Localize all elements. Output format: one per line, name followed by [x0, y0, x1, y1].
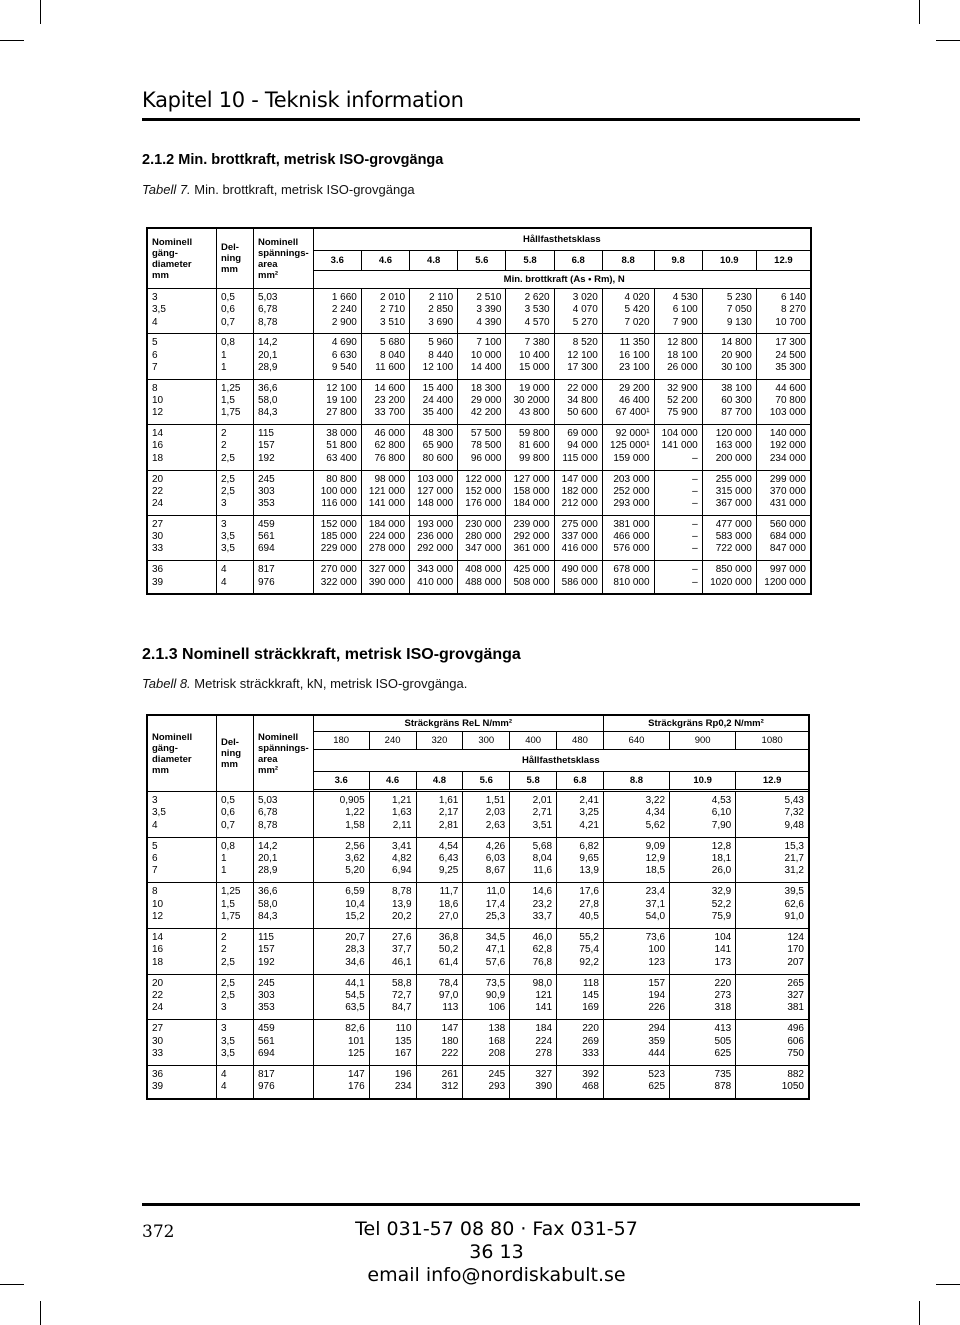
value-cell: 12 100 19 100 27 800	[313, 379, 361, 424]
value-cell: 140 000 192 000 234 000	[756, 425, 810, 470]
value-cell: 11,0 17,4 25,3	[463, 883, 510, 929]
value-cell: 38 100 60 300 87 700	[702, 379, 756, 424]
value-cell: 157 194 226	[603, 974, 669, 1020]
col-header-pitch: Del- ning mm	[217, 229, 254, 289]
diameter-cell: 36 39	[148, 1066, 217, 1099]
value-cell: 2 510 3 390 4 390	[458, 289, 506, 334]
value-cell: 327 390	[510, 1066, 557, 1099]
diameter-cell: 14 16 18	[148, 425, 217, 470]
value-cell: 5 960 8 440 12 100	[410, 334, 458, 379]
header-hallfasthetsklass: Hållfasthetsklass	[313, 750, 808, 772]
diameter-cell: 8 10 12	[148, 379, 217, 424]
value-cell: 124 170 207	[736, 929, 809, 975]
table-row	[148, 1020, 809, 1066]
value-cell: 184 224 278	[510, 1020, 557, 1066]
value-cell: 32 900 52 200 75 900	[654, 379, 702, 424]
area-cell: 14,2 20,1 28,9	[254, 837, 314, 883]
value-cell: 8,78 13,9 20,2	[369, 883, 416, 929]
value-cell: 196 234	[369, 1066, 416, 1099]
value-cell: 46 000 62 800 76 800	[361, 425, 409, 470]
class-header: 8.8	[602, 251, 654, 271]
value-cell: 19 000 30 2000 43 800	[506, 379, 554, 424]
value-cell: 20,7 28,3 34,6	[313, 929, 369, 975]
value-cell: 2,56 3,62 5,20	[313, 837, 369, 883]
value-cell: 2,41 3,25 4,21	[557, 792, 604, 838]
value-cell: 560 000 684 000 847 000	[756, 515, 810, 560]
value-cell: 12 800 18 100 26 000	[654, 334, 702, 379]
value-cell: 0,905 1,22 1,58	[313, 792, 369, 838]
area-cell: 36,6 58,0 84,3	[254, 883, 314, 929]
crop-mark	[919, 1301, 920, 1325]
value-cell: 245 293	[463, 1066, 510, 1099]
value-cell: 120 000 163 000 200 000	[702, 425, 756, 470]
value-cell: 34,5 47,1 57,6	[463, 929, 510, 975]
diameter-cell: 3 3,5 4	[148, 289, 217, 334]
value-cell: 55,2 75,4 92,2	[557, 929, 604, 975]
pitch-cell: 2,5 2,5 3	[217, 974, 254, 1020]
class-header: 10.9	[670, 772, 736, 790]
header-min-brottkraft: Min. brottkraft (As • Rm), N	[313, 271, 810, 289]
area-cell: 36,6 58,0 84,3	[254, 379, 314, 424]
value-cell: 29 200 46 400 67 400¹	[602, 379, 654, 424]
crop-mark	[0, 40, 24, 41]
page-number: 372	[142, 1222, 175, 1242]
value-cell: 23,4 37,1 54,0	[603, 883, 669, 929]
value-cell: 1,51 2,03 2,63	[463, 792, 510, 838]
table-row	[148, 470, 811, 515]
value-cell: 80 800 100 000 116 000	[313, 470, 361, 515]
value-cell: 152 000 185 000 229 000	[313, 515, 361, 560]
value-cell: 4 690 6 630 9 540	[313, 334, 361, 379]
pitch-cell: 1,25 1,5 1,75	[217, 379, 254, 424]
table-row	[148, 334, 811, 379]
area-cell: 817 976	[254, 1066, 314, 1099]
value-cell: 73,5 90,9 106	[463, 974, 510, 1020]
value-cell: – – –	[654, 470, 702, 515]
value-cell: 8 520 12 100 17 300	[554, 334, 602, 379]
class-header: 3.6	[313, 772, 369, 790]
value-cell: 203 000 252 000 293 000	[602, 470, 654, 515]
value-cell: 78,4 97,0 113	[416, 974, 463, 1020]
value-cell: 27,6 37,7 46,1	[369, 929, 416, 975]
value-cell: 44 600 70 800 103 000	[756, 379, 810, 424]
value-cell: 98 000 121 000 141 000	[361, 470, 409, 515]
value-cell: 261 312	[416, 1066, 463, 1099]
value-cell: 2 010 2 710 3 510	[361, 289, 409, 334]
class-header: 10.9	[702, 251, 756, 271]
pitch-cell: 2,5 2,5 3	[217, 470, 254, 515]
value-cell: 11,7 18,6 27,0	[416, 883, 463, 929]
value-cell: 15 400 24 400 35 400	[410, 379, 458, 424]
value-cell: 4,53 6,10 7,90	[670, 792, 736, 838]
crop-mark	[0, 1284, 24, 1285]
value-cell: 14 600 23 200 33 700	[361, 379, 409, 424]
col-header-area: Nominell spännings- area mm²	[254, 716, 314, 792]
value-cell: 4 020 5 420 7 020	[602, 289, 654, 334]
value-cell: 6 140 8 270 10 700	[756, 289, 810, 334]
table-row	[148, 883, 809, 929]
area-cell: 245 303 353	[254, 470, 314, 515]
diameter-cell: 14 16 18	[148, 929, 217, 975]
value-cell: 14 800 20 900 30 100	[702, 334, 756, 379]
value-cell: 408 000 488 000	[458, 561, 506, 594]
value-cell: 294 359 444	[603, 1020, 669, 1066]
value-cell: 22 000 34 800 50 600	[554, 379, 602, 424]
value-cell: 110 135 167	[369, 1020, 416, 1066]
value-cell: 118 145 169	[557, 974, 604, 1020]
table-row	[148, 561, 811, 594]
class-header: 8.8	[603, 772, 669, 790]
caption-text: Min. brottkraft, metrisk ISO-grovgänga	[190, 182, 415, 197]
value-cell: 9,09 12,9 18,5	[603, 837, 669, 883]
diameter-cell: 5 6 7	[148, 837, 217, 883]
value-cell: 6,82 9,65 13,9	[557, 837, 604, 883]
section-heading-2: 2.1.3 Nominell sträckkraft, metrisk ISO-grovgänga	[142, 646, 521, 663]
section-heading-1: 2.1.2 Min. brottkraft, metrisk ISO-grovgänga	[142, 152, 444, 168]
diameter-cell: 20 22 24	[148, 974, 217, 1020]
pitch-cell: 0,5 0,6 0,7	[217, 289, 254, 334]
value-cell: 265 327 381	[736, 974, 809, 1020]
class-header: 4.6	[361, 251, 409, 271]
header-hallfasthetsklass: Hållfasthetsklass	[313, 229, 810, 251]
footer-rule	[142, 1203, 860, 1206]
value-cell: 343 000 410 000	[410, 561, 458, 594]
pitch-cell: 0,8 1 1	[217, 334, 254, 379]
value-cell: 270 000 322 000	[313, 561, 361, 594]
value-cell: 5,68 8,04 11,6	[510, 837, 557, 883]
value-cell: 44,1 54,5 63,5	[313, 974, 369, 1020]
pitch-cell: 0,8 1 1	[217, 837, 254, 883]
value-cell: 1 660 2 240 2 900	[313, 289, 361, 334]
value-cell: 882 1050	[736, 1066, 809, 1099]
chapter-title: Kapitel 10 - Teknisk information	[142, 88, 464, 112]
value-cell: 39,5 62,6 91,0	[736, 883, 809, 929]
value-cell: 147 176	[313, 1066, 369, 1099]
rp-value: 1080	[736, 732, 809, 750]
value-cell: 2 620 3 530 4 570	[506, 289, 554, 334]
value-cell: 850 000 1020 000	[702, 561, 756, 594]
table-row	[148, 792, 809, 838]
area-cell: 5,03 6,78 8,78	[254, 289, 314, 334]
table-row	[148, 1066, 809, 1099]
crop-mark	[936, 40, 960, 41]
value-cell: 425 000 508 000	[506, 561, 554, 594]
pitch-cell: 3 3,5 3,5	[217, 515, 254, 560]
class-header: 4.6	[369, 772, 416, 790]
diameter-cell: 8 10 12	[148, 883, 217, 929]
col-header-diameter: Nominell gäng- diameter mm	[148, 229, 217, 289]
area-cell: 14,2 20,1 28,9	[254, 334, 314, 379]
class-header: 5.6	[458, 251, 506, 271]
value-cell: 220 273 318	[670, 974, 736, 1020]
value-cell: 32,9 52,2 75,9	[670, 883, 736, 929]
col-header-pitch: Del- ning mm	[217, 716, 254, 792]
value-cell: 18 300 29 000 42 200	[458, 379, 506, 424]
value-cell: 381 000 466 000 576 000	[602, 515, 654, 560]
table-row	[148, 379, 811, 424]
table-min-brottkraft	[146, 227, 812, 595]
area-cell: 115 157 192	[254, 425, 314, 470]
value-cell: 735 878	[670, 1066, 736, 1099]
value-cell: – – –	[654, 515, 702, 560]
value-cell: 392 468	[557, 1066, 604, 1099]
email-address: email info@nordiskabult.se	[367, 1264, 626, 1286]
class-header: 9.8	[654, 251, 702, 271]
rel-value: 300	[463, 732, 510, 750]
class-header: 5.8	[506, 251, 554, 271]
value-cell: 7 100 10 000 14 400	[458, 334, 506, 379]
value-cell: 4 530 6 100 7 900	[654, 289, 702, 334]
rel-value: 400	[510, 732, 557, 750]
diameter-cell: 27 30 33	[148, 515, 217, 560]
value-cell: 17 300 24 500 35 300	[756, 334, 810, 379]
class-header: 5.6	[463, 772, 510, 790]
value-cell: 48 300 65 900 80 600	[410, 425, 458, 470]
value-cell: 46,0 62,8 76,8	[510, 929, 557, 975]
crop-mark	[40, 0, 41, 24]
table-caption-2	[142, 676, 467, 691]
value-cell: 103 000 127 000 148 000	[410, 470, 458, 515]
table-row	[148, 289, 811, 334]
header-rel: Sträckgräns ReL N/mm²	[313, 716, 603, 732]
area-cell: 817 976	[254, 561, 314, 594]
value-cell: 1,21 1,63 2,11	[369, 792, 416, 838]
phone-fax: Tel 031-57 08 80 · Fax 031-57 36 13	[355, 1218, 638, 1263]
value-cell: 496 606 750	[736, 1020, 809, 1066]
pitch-cell: 1,25 1,5 1,75	[217, 883, 254, 929]
value-cell: 239 000 292 000 361 000	[506, 515, 554, 560]
value-cell: 193 000 236 000 292 000	[410, 515, 458, 560]
diameter-cell: 3 3,5 4	[148, 792, 217, 838]
value-cell: 11 350 16 100 23 100	[602, 334, 654, 379]
pitch-cell: 3 3,5 3,5	[217, 1020, 254, 1066]
value-cell: 57 500 78 500 96 000	[458, 425, 506, 470]
class-header: 4.8	[410, 251, 458, 271]
value-cell: 413 505 625	[670, 1020, 736, 1066]
value-cell: 490 000 586 000	[554, 561, 602, 594]
diameter-cell: 27 30 33	[148, 1020, 217, 1066]
value-cell: 5 230 7 050 9 130	[702, 289, 756, 334]
value-cell: 4,54 6,43 9,25	[416, 837, 463, 883]
value-cell: 14,6 23,2 33,7	[510, 883, 557, 929]
value-cell: 4,26 6,03 8,67	[463, 837, 510, 883]
class-header: 12.9	[736, 772, 809, 790]
caption-label: Tabell 7.	[142, 182, 191, 197]
value-cell: 2 110 2 850 3 690	[410, 289, 458, 334]
header-rp: Sträckgräns Rp0,2 N/mm²	[603, 716, 808, 732]
value-cell: 6,59 10,4 15,2	[313, 883, 369, 929]
value-cell: 138 168 208	[463, 1020, 510, 1066]
value-cell: 5,43 7,32 9,48	[736, 792, 809, 838]
value-cell: 58,8 72,7 84,7	[369, 974, 416, 1020]
area-cell: 115 157 192	[254, 929, 314, 975]
value-cell: 12,8 18,1 26,0	[670, 837, 736, 883]
value-cell: 15,3 21,7 31,2	[736, 837, 809, 883]
diameter-cell: 5 6 7	[148, 334, 217, 379]
value-cell: 477 000 583 000 722 000	[702, 515, 756, 560]
crop-mark	[936, 1284, 960, 1285]
rp-value: 900	[670, 732, 736, 750]
rel-value: 320	[416, 732, 463, 750]
value-cell: 98,0 121 141	[510, 974, 557, 1020]
table-row	[148, 974, 809, 1020]
rel-value: 240	[369, 732, 416, 750]
contact-info	[345, 1218, 648, 1287]
value-cell: 327 000 390 000	[361, 561, 409, 594]
value-cell: 3,41 4,82 6,94	[369, 837, 416, 883]
area-cell: 459 561 694	[254, 1020, 314, 1066]
value-cell: 220 269 333	[557, 1020, 604, 1066]
class-header: 6.8	[557, 772, 604, 790]
value-cell: 38 000 51 800 63 400	[313, 425, 361, 470]
value-cell: 997 000 1200 000	[756, 561, 810, 594]
value-cell: 523 625	[603, 1066, 669, 1099]
value-cell: 36,8 50,2 61,4	[416, 929, 463, 975]
value-cell: 69 000 94 000 115 000	[554, 425, 602, 470]
pitch-cell: 0,5 0,6 0,7	[217, 792, 254, 838]
caption-text: Metrisk sträckkraft, kN, metrisk ISO-grovgänga.	[190, 676, 468, 691]
value-cell: 7 380 10 400 15 000	[506, 334, 554, 379]
value-cell: 275 000 337 000 416 000	[554, 515, 602, 560]
table-caption-1	[142, 182, 415, 197]
rel-value: 480	[557, 732, 604, 750]
value-cell: 3 020 4 070 5 270	[554, 289, 602, 334]
table-row	[148, 425, 811, 470]
value-cell: 5 680 8 040 11 600	[361, 334, 409, 379]
table-strackkraft	[146, 714, 810, 1100]
value-cell: – –	[654, 561, 702, 594]
diameter-cell: 20 22 24	[148, 470, 217, 515]
value-cell: 127 000 158 000 184 000	[506, 470, 554, 515]
table-row	[148, 837, 809, 883]
value-cell: 2,01 2,71 3,51	[510, 792, 557, 838]
class-header: 12.9	[756, 251, 810, 271]
table-row	[148, 515, 811, 560]
class-header: 6.8	[554, 251, 602, 271]
diameter-cell: 36 39	[148, 561, 217, 594]
value-cell: 104 141 173	[670, 929, 736, 975]
area-cell: 245 303 353	[254, 974, 314, 1020]
value-cell: 59 800 81 600 99 800	[506, 425, 554, 470]
class-header: 4.8	[416, 772, 463, 790]
crop-mark	[40, 1301, 41, 1325]
col-header-diameter: Nominell gäng- diameter mm	[148, 716, 217, 792]
caption-label: Tabell 8.	[142, 676, 191, 691]
value-cell: 147 000 182 000 212 000	[554, 470, 602, 515]
class-header: 5.8	[510, 772, 557, 790]
table-row	[148, 929, 809, 975]
value-cell: 230 000 280 000 347 000	[458, 515, 506, 560]
value-cell: 147 180 222	[416, 1020, 463, 1066]
pitch-cell: 4 4	[217, 1066, 254, 1099]
value-cell: 122 000 152 000 176 000	[458, 470, 506, 515]
header-rule	[142, 118, 860, 121]
area-cell: 5,03 6,78 8,78	[254, 792, 314, 838]
pitch-cell: 2 2 2,5	[217, 929, 254, 975]
value-cell: 73,6 100 123	[603, 929, 669, 975]
class-header: 3.6	[313, 251, 361, 271]
value-cell: 3,22 4,34 5,62	[603, 792, 669, 838]
value-cell: 104 000 141 000 –	[654, 425, 702, 470]
pitch-cell: 4 4	[217, 561, 254, 594]
crop-mark	[919, 0, 920, 24]
pitch-cell: 2 2 2,5	[217, 425, 254, 470]
col-header-area: Nominell spännings- area mm²	[254, 229, 314, 289]
value-cell: 1,61 2,17 2,81	[416, 792, 463, 838]
rp-value: 640	[603, 732, 669, 750]
value-cell: 17,6 27,8 40,5	[557, 883, 604, 929]
value-cell: 299 000 370 000 431 000	[756, 470, 810, 515]
value-cell: 255 000 315 000 367 000	[702, 470, 756, 515]
area-cell: 459 561 694	[254, 515, 314, 560]
value-cell: 678 000 810 000	[602, 561, 654, 594]
value-cell: 92 000¹ 125 000¹ 159 000	[602, 425, 654, 470]
rel-value: 180	[313, 732, 369, 750]
value-cell: 184 000 224 000 278 000	[361, 515, 409, 560]
value-cell: 82,6 101 125	[313, 1020, 369, 1066]
